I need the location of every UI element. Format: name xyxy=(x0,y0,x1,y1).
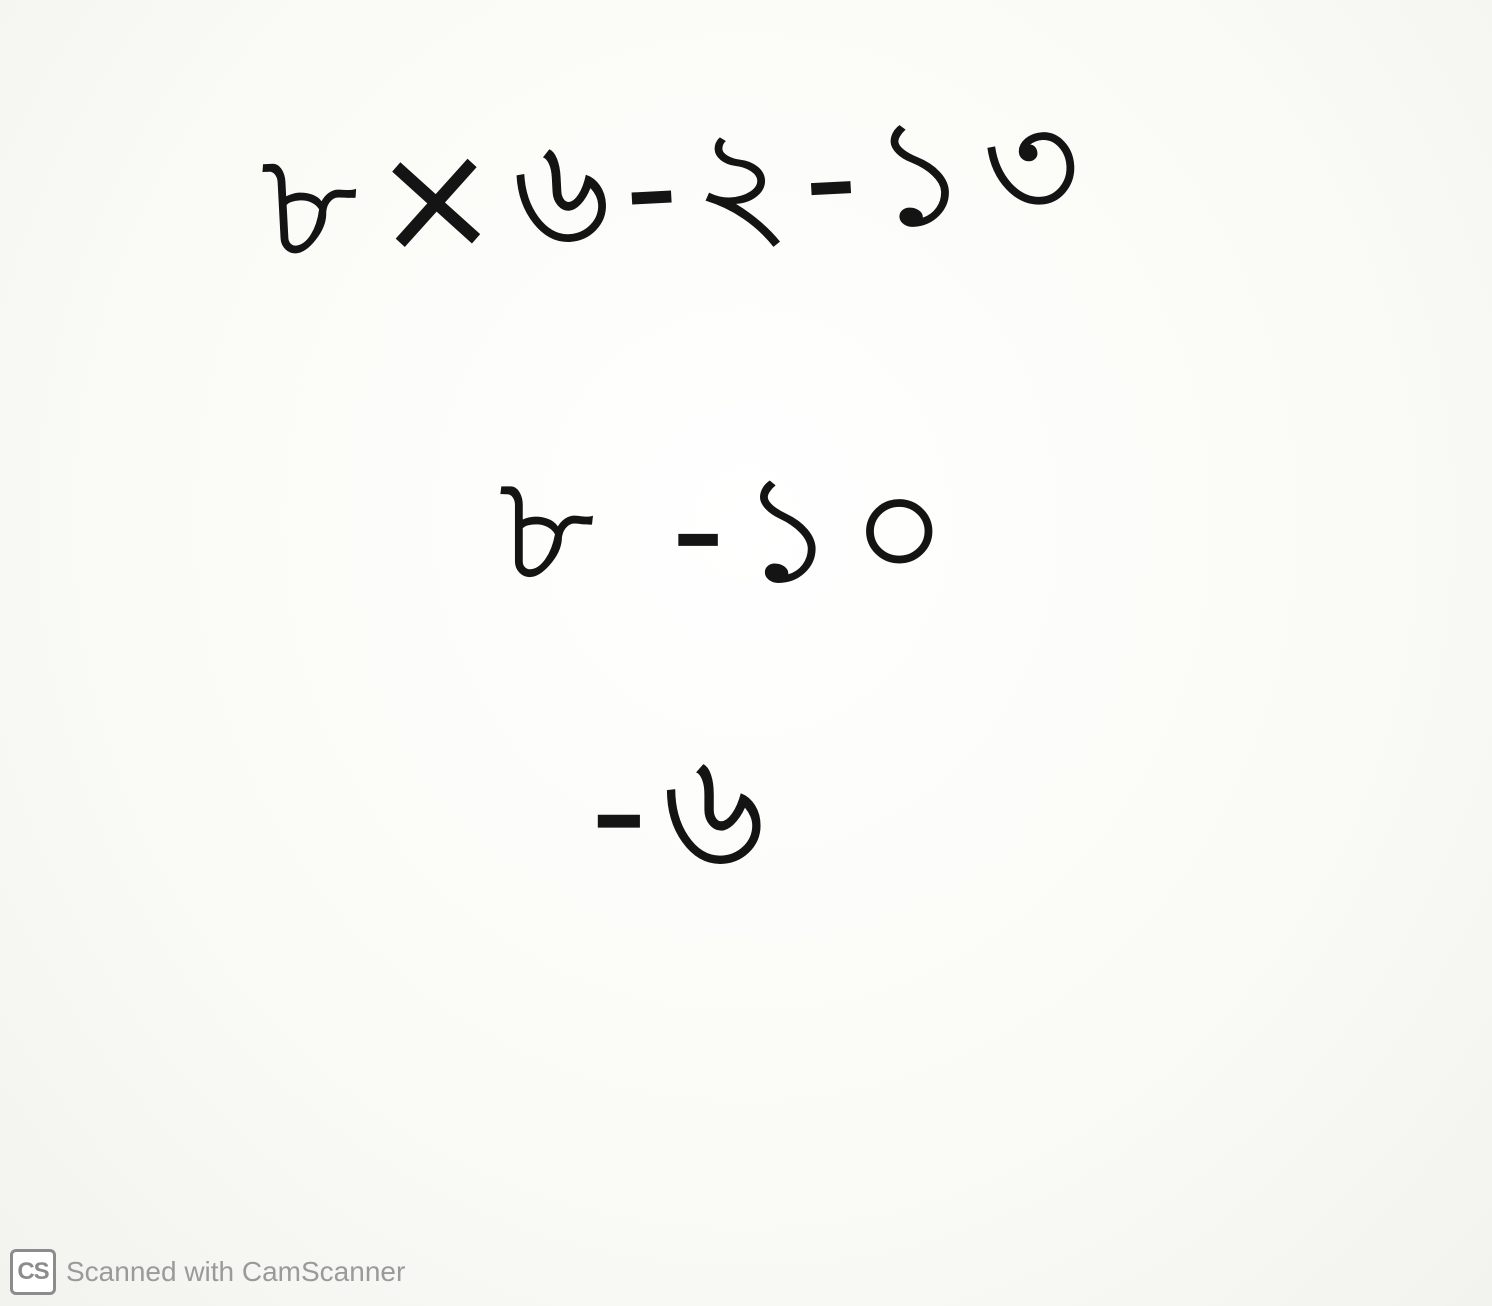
handwritten-result: -৬ xyxy=(590,716,780,903)
handwritten-expression: ৮×৬-২-১৩ xyxy=(257,77,1099,295)
watermark-text: Scanned with CamScanner xyxy=(66,1256,406,1287)
camscanner-watermark xyxy=(10,1246,405,1298)
camscanner-logo-icon: CS xyxy=(10,1249,56,1295)
handwritten-intermediate-step: ৮ -১০ xyxy=(498,443,963,617)
